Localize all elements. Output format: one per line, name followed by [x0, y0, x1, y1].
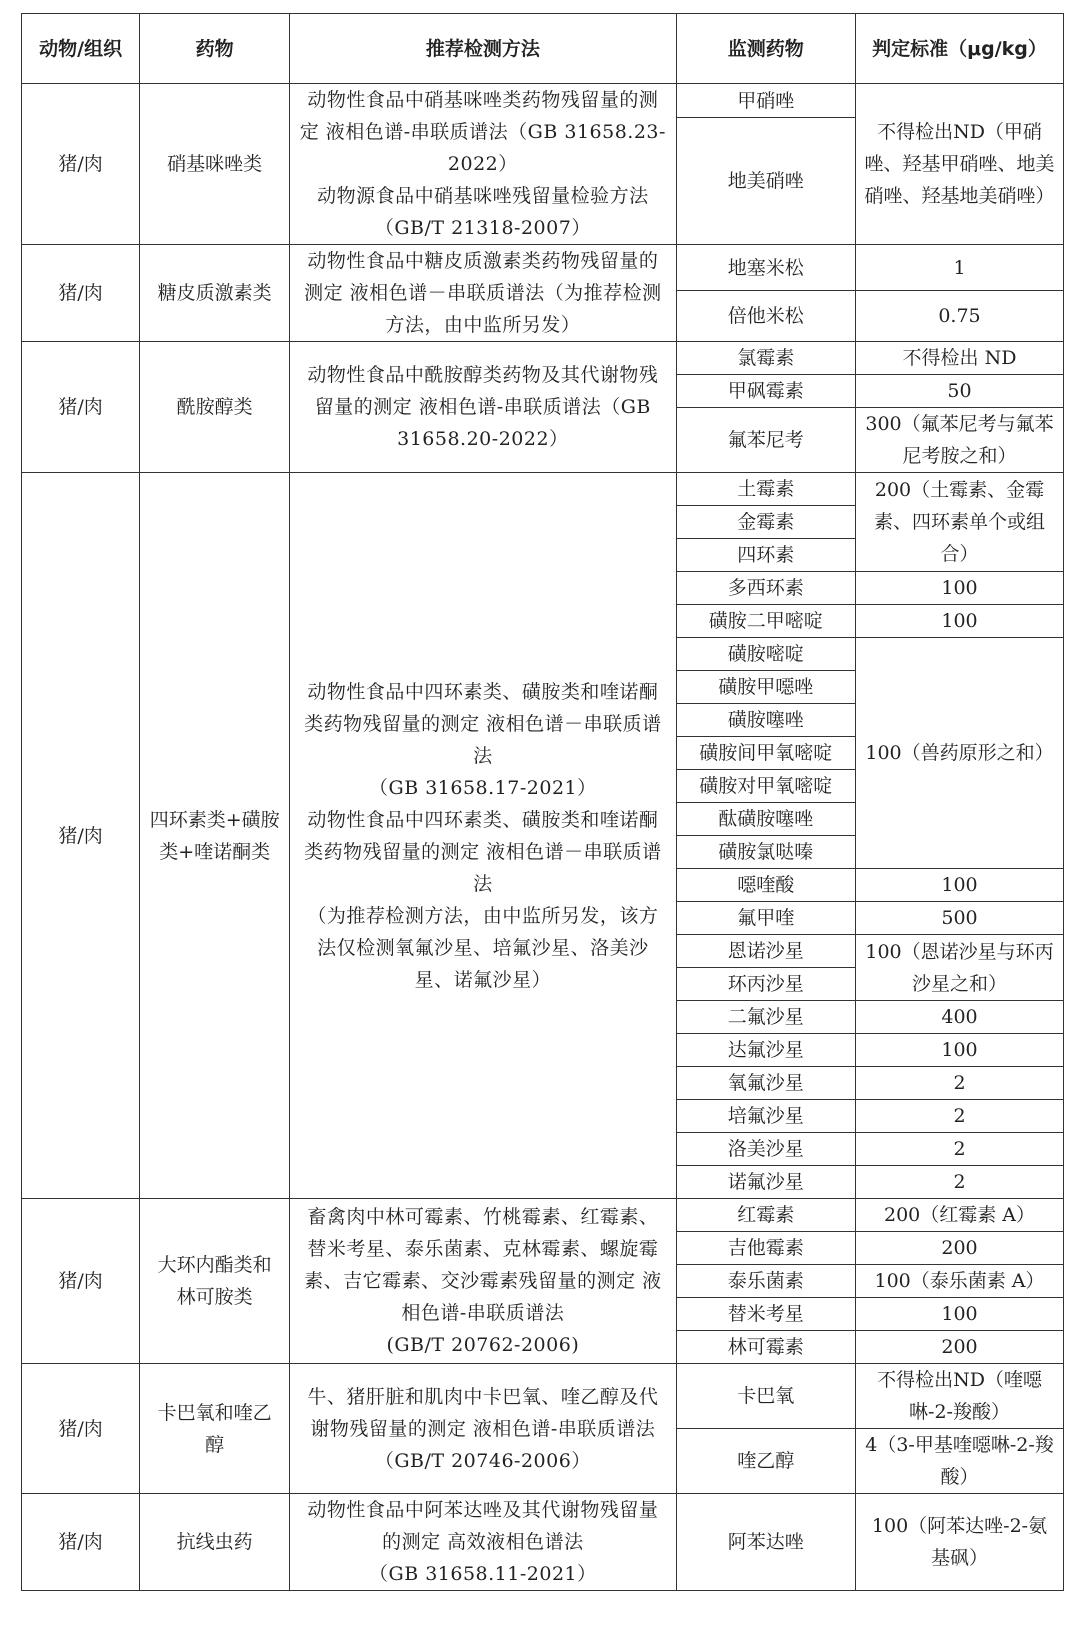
monitored-drug-cell: 磺胺对甲氧嘧啶	[676, 770, 855, 803]
criteria-cell: 100	[856, 869, 1064, 902]
table-row	[22, 342, 1064, 375]
monitored-drug-cell: 氟苯尼考	[676, 408, 855, 473]
monitored-drug-cell: 地塞米松	[676, 245, 855, 291]
monitored-drug-cell: 地美硝唑	[676, 118, 855, 245]
tissue-cell: 猪/肉	[22, 1494, 140, 1591]
monitored-drug-cell: 磺胺噻唑	[676, 704, 855, 737]
monitored-drug-cell: 喹乙醇	[676, 1429, 855, 1494]
tissue-cell: 猪/肉	[22, 84, 140, 245]
monitored-drug-cell: 洛美沙星	[676, 1133, 855, 1166]
monitored-drug-cell: 恩诺沙星	[676, 935, 855, 968]
monitored-drug-cell: 红霉素	[676, 1199, 855, 1232]
table-row	[22, 1494, 1064, 1591]
method-cell: 动物性食品中四环素类、磺胺类和喹诺酮类药物残留量的测定 液相色谱－串联质谱法 （GB 31658.17-2021） 动物性食品中四环素类、磺胺类和喹诺酮类药物残留量的测定 液相色谱－串联质谱法 （为推荐检测方法，由中监所另发，该方法仅检测氧氟沙星、培氟沙星、洛美沙星、诺氟沙星）	[290, 473, 676, 1199]
monitored-drug-cell: 阿苯达唑	[676, 1494, 855, 1591]
criteria-cell: 200（红霉素 A）	[856, 1199, 1064, 1232]
drug-class-cell: 硝基咪唑类	[140, 84, 290, 245]
criteria-cell: 4（3-甲基喹噁啉-2-羧酸）	[856, 1429, 1064, 1494]
method-cell: 动物性食品中阿苯达唑及其代谢物残留量的测定 高效液相色谱法 （GB 31658.11-2021）	[290, 1494, 676, 1591]
table-row	[22, 1199, 1064, 1232]
monitored-drug-cell: 倍他米松	[676, 291, 855, 342]
monitored-drug-cell: 土霉素	[676, 473, 855, 506]
criteria-cell: 不得检出ND（喹噁啉-2-羧酸）	[856, 1364, 1064, 1429]
drug-class-cell: 抗线虫药	[140, 1494, 290, 1591]
criteria-cell: 1	[856, 245, 1064, 291]
criteria-cell: 0.75	[856, 291, 1064, 342]
drug-class-cell: 卡巴氧和喹乙醇	[140, 1364, 290, 1494]
drug-class-cell: 酰胺醇类	[140, 342, 290, 473]
drug-class-cell: 四环素类+磺胺类+喹诺酮类	[140, 473, 290, 1199]
tissue-cell: 猪/肉	[22, 473, 140, 1199]
drug-class-cell: 大环内酯类和林可胺类	[140, 1199, 290, 1364]
criteria-cell: 200	[856, 1232, 1064, 1265]
monitored-drug-cell: 磺胺甲噁唑	[676, 671, 855, 704]
monitored-drug-cell: 磺胺氯哒嗪	[676, 836, 855, 869]
monitored-drug-cell: 甲硝唑	[676, 84, 855, 118]
criteria-cell: 100	[856, 572, 1064, 605]
criteria-cell: 不得检出 ND	[856, 342, 1064, 375]
header-tissue: 动物/组织	[22, 14, 140, 84]
header-criteria: 判定标准（μg/kg）	[856, 14, 1064, 84]
table-row	[22, 1364, 1064, 1429]
header-drug: 药物	[140, 14, 290, 84]
method-cell: 动物性食品中硝基咪唑类药物残留量的测定 液相色谱-串联质谱法（GB 31658.23-2022） 动物源食品中硝基咪唑残留量检验方法（GB/T 21318-2007）	[290, 84, 676, 245]
monitored-drug-cell: 达氟沙星	[676, 1034, 855, 1067]
criteria-cell: 200	[856, 1331, 1064, 1364]
monitored-drug-cell: 氯霉素	[676, 342, 855, 375]
criteria-cell: 200（土霉素、金霉素、四环素单个或组合）	[856, 473, 1064, 572]
tissue-cell: 猪/肉	[22, 342, 140, 473]
criteria-cell: 400	[856, 1001, 1064, 1034]
tissue-cell: 猪/肉	[22, 1364, 140, 1494]
monitored-drug-cell: 噁喹酸	[676, 869, 855, 902]
header-method: 推荐检测方法	[290, 14, 676, 84]
monitored-drug-cell: 氟甲喹	[676, 902, 855, 935]
criteria-cell: 100（泰乐菌素 A）	[856, 1265, 1064, 1298]
monitored-drug-cell: 磺胺二甲嘧啶	[676, 605, 855, 638]
table-row	[22, 245, 1064, 291]
tissue-cell: 猪/肉	[22, 245, 140, 342]
monitored-drug-cell: 培氟沙星	[676, 1100, 855, 1133]
monitored-drug-cell: 二氟沙星	[676, 1001, 855, 1034]
method-cell: 畜禽肉中林可霉素、竹桃霉素、红霉素、替米考星、泰乐菌素、克林霉素、螺旋霉素、吉它霉素、交沙霉素残留量的测定 液相色谱-串联质谱法 (GB/T 20762-2006)	[290, 1199, 676, 1364]
monitored-drug-cell: 氧氟沙星	[676, 1067, 855, 1100]
monitored-drug-cell: 磺胺间甲氧嘧啶	[676, 737, 855, 770]
method-cell: 动物性食品中糖皮质激素类药物残留量的测定 液相色谱－串联质谱法（为推荐检测方法，由中监所另发）	[290, 245, 676, 342]
criteria-cell: 2	[856, 1166, 1064, 1199]
criteria-cell: 2	[856, 1100, 1064, 1133]
monitored-drug-cell: 酞磺胺噻唑	[676, 803, 855, 836]
tissue-cell: 猪/肉	[22, 1199, 140, 1364]
criteria-cell: 100	[856, 1298, 1064, 1331]
monitored-drug-cell: 卡巴氧	[676, 1364, 855, 1429]
drug-residue-table	[21, 13, 1064, 1591]
criteria-cell: 2	[856, 1133, 1064, 1166]
criteria-cell: 300（氟苯尼考与氟苯尼考胺之和）	[856, 408, 1064, 473]
monitored-drug-cell: 诺氟沙星	[676, 1166, 855, 1199]
header-monitored-drug: 监测药物	[676, 14, 855, 84]
table-row	[22, 84, 1064, 118]
method-cell: 牛、猪肝脏和肌肉中卡巴氧、喹乙醇及代谢物残留量的测定 液相色谱-串联质谱法（GB/T 20746-2006）	[290, 1364, 676, 1494]
monitored-drug-cell: 环丙沙星	[676, 968, 855, 1001]
monitored-drug-cell: 替米考星	[676, 1298, 855, 1331]
monitored-drug-cell: 四环素	[676, 539, 855, 572]
header-row	[22, 14, 1064, 84]
criteria-cell: 100（恩诺沙星与环丙沙星之和）	[856, 935, 1064, 1001]
monitored-drug-cell: 吉他霉素	[676, 1232, 855, 1265]
criteria-cell: 100（阿苯达唑-2-氨基砜）	[856, 1494, 1064, 1591]
table-body	[22, 84, 1064, 1591]
criteria-cell: 100	[856, 1034, 1064, 1067]
method-cell: 动物性食品中酰胺醇类药物及其代谢物残留量的测定 液相色谱-串联质谱法（GB 31658.20-2022）	[290, 342, 676, 473]
monitored-drug-cell: 磺胺嘧啶	[676, 638, 855, 671]
monitored-drug-cell: 甲砜霉素	[676, 375, 855, 408]
monitored-drug-cell: 泰乐菌素	[676, 1265, 855, 1298]
criteria-cell: 2	[856, 1067, 1064, 1100]
criteria-cell: 500	[856, 902, 1064, 935]
criteria-cell: 100（兽药原形之和）	[856, 638, 1064, 869]
monitored-drug-cell: 多西环素	[676, 572, 855, 605]
monitored-drug-cell: 金霉素	[676, 506, 855, 539]
criteria-cell: 不得检出ND（甲硝唑、羟基甲硝唑、地美硝唑、羟基地美硝唑）	[856, 84, 1064, 245]
criteria-cell: 100	[856, 605, 1064, 638]
criteria-cell: 50	[856, 375, 1064, 408]
drug-class-cell: 糖皮质激素类	[140, 245, 290, 342]
table-row	[22, 473, 1064, 506]
monitored-drug-cell: 林可霉素	[676, 1331, 855, 1364]
